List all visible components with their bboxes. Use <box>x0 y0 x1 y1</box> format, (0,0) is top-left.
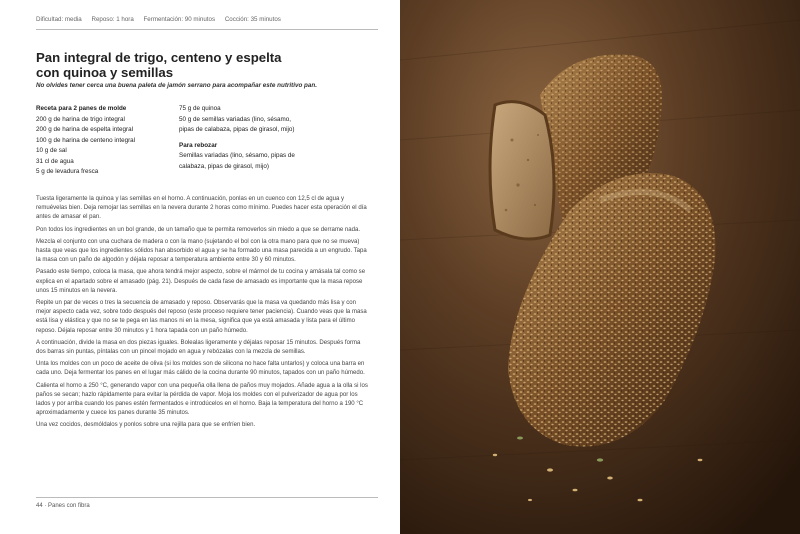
step-paragraph: Pasado este tiempo, coloca la masa, que ahora tendrá mejor aspecto, sobre el mármol de tu cocina y amásala tal como se explica en el apartado sobre el amasado (pág. 21). Después de cada fase de amasado es importante que la masa repose unos 15 minutos en la nevera. <box>36 269 366 294</box>
recipe-steps <box>36 195 368 434</box>
fermentation-label: Fermentación: 90 minutos <box>143 16 216 23</box>
recipe-subtitle: No olvides tener cerca una buena paleta de jamón serrano para acompañar este nutritivo pan. <box>36 82 317 89</box>
ingredient-item: pipas de calabaza, pipas de girasol, mijo) <box>179 126 295 133</box>
rest-label: Reposo: 1 hora <box>91 16 134 23</box>
step-paragraph: Calienta el horno a 250 °C, generando vapor con una pequeña olla llena de paños muy mojados. Añade agua a la olla si los paños se secan; hazlo rápidamente para evitar la pérdida de vapor. Moja los moldes con el pulverizador de agua por los lados y por arriba cuando los panes estén fermentados e introdúcelos en el horno. Baja la temperatura del horno a 190 °C aproximadamente y cuece los panes durante 35 minutos. <box>36 382 368 417</box>
step-paragraph: A continuación, divide la masa en dos piezas iguales. Bolealas ligeramente y déjalas reposar 15 minutos. Después forma dos barras sin puntas, píntalas con un pincel mojado en agua y rebózalas con la mezcla de semillas. <box>36 339 361 356</box>
step-paragraph: Unta los moldes con un poco de aceite de oliva (si los moldes son de silicona no hace falta untarlos) y coloca una barra en cada uno. Deja fermentar los panes en el lugar más cálido de la cocina durante 90 minutos, tapados con un paño húmedo. <box>36 361 365 377</box>
bread-photo-illustration <box>400 0 800 534</box>
ingredient-item: 75 g de quinoa <box>179 105 221 112</box>
header-rule <box>36 29 378 30</box>
coating-item: Semillas variadas (lino, sésamo, pipas de <box>179 152 295 159</box>
step-paragraph: Repite un par de veces o tres la secuencia de amasado y reposo. Observarás que la masa va quedando más lisa y con mejor aspecto cada vez, sobre todo después del reposo (este proceso requiere tener paciencia). Cuando veas que la masa está lisa y elástica y que no se te pega en las manos ni en la mesa, significa que ya está amasada y lista para el último reposo. Déjala reposar entre 30 minutos y 1 hora tapada con un paño húmedo. <box>36 300 367 334</box>
bread-photo <box>400 0 800 534</box>
ingredient-item: 50 g de semillas variadas (lino, sésamo, <box>179 115 291 123</box>
recipe-title-line-2: con quinoa y semillas <box>36 65 174 80</box>
ingredients-main <box>36 104 176 178</box>
ingredient-item: 200 g de harina de trigo integral <box>36 115 125 123</box>
ingredient-item: 100 g de harina de centeno integral <box>36 136 136 144</box>
step-paragraph: Pon todos los ingredientes en un bol grande, de un tamaño que te permita removerlos sin miedo a que se derrame nada. <box>36 226 361 233</box>
step-paragraph: Mezcla el conjunto con una cuchara de madera o con la mano (sujetando el bol con la otra mano para que no se mueva) hasta que veas que los ingredientes sólidos han absorbido el agua y se ha formado una masa parecida a un engrudo. Tapa la masa con un paño de algodón y déjala reposar a temperatura ambiente entre 30 y 60 minutos. <box>36 238 367 264</box>
coating-item: calabaza, pipas de girasol, mijo) <box>179 162 269 170</box>
footer-rule <box>36 497 378 498</box>
ingredient-item: 5 g de levadura fresca <box>36 168 99 175</box>
difficulty-label: Dificultad: media <box>36 16 82 23</box>
ingredient-item: 31 cl de agua <box>36 157 74 165</box>
ingredient-item: 10 g de sal <box>36 147 67 154</box>
bread-slice <box>490 102 554 239</box>
page-folio: 44 · Panes con fibra <box>36 503 90 509</box>
step-paragraph: Una vez cocidos, desmóldalos y ponlos sobre una rejilla para que se enfríen bien. <box>36 422 256 429</box>
cooking-label: Cocción: 35 minutos <box>224 16 281 23</box>
ingredients-secondary <box>179 104 349 172</box>
coating-heading: Para rebozar <box>179 141 218 149</box>
ingredients-heading: Receta para 2 panes de molde <box>36 105 127 112</box>
recipe-meta-bar <box>36 16 289 23</box>
recipe-title <box>36 50 366 80</box>
step-paragraph: Tuesta ligeramente la quinoa y las semillas en el horno. A continuación, ponlas en un cuenco con 12,5 cl de agua y remuévelas bien. Deja remojar las semillas en la nevera durante 2 horas como mínimo. Puedes hacer esta operación el día antes de amasar el pan. <box>36 196 367 221</box>
recipe-title-line-1: Pan integral de trigo, centeno y espelta <box>36 50 282 65</box>
ingredient-item: 200 g de harina de espelta integral <box>36 126 133 133</box>
